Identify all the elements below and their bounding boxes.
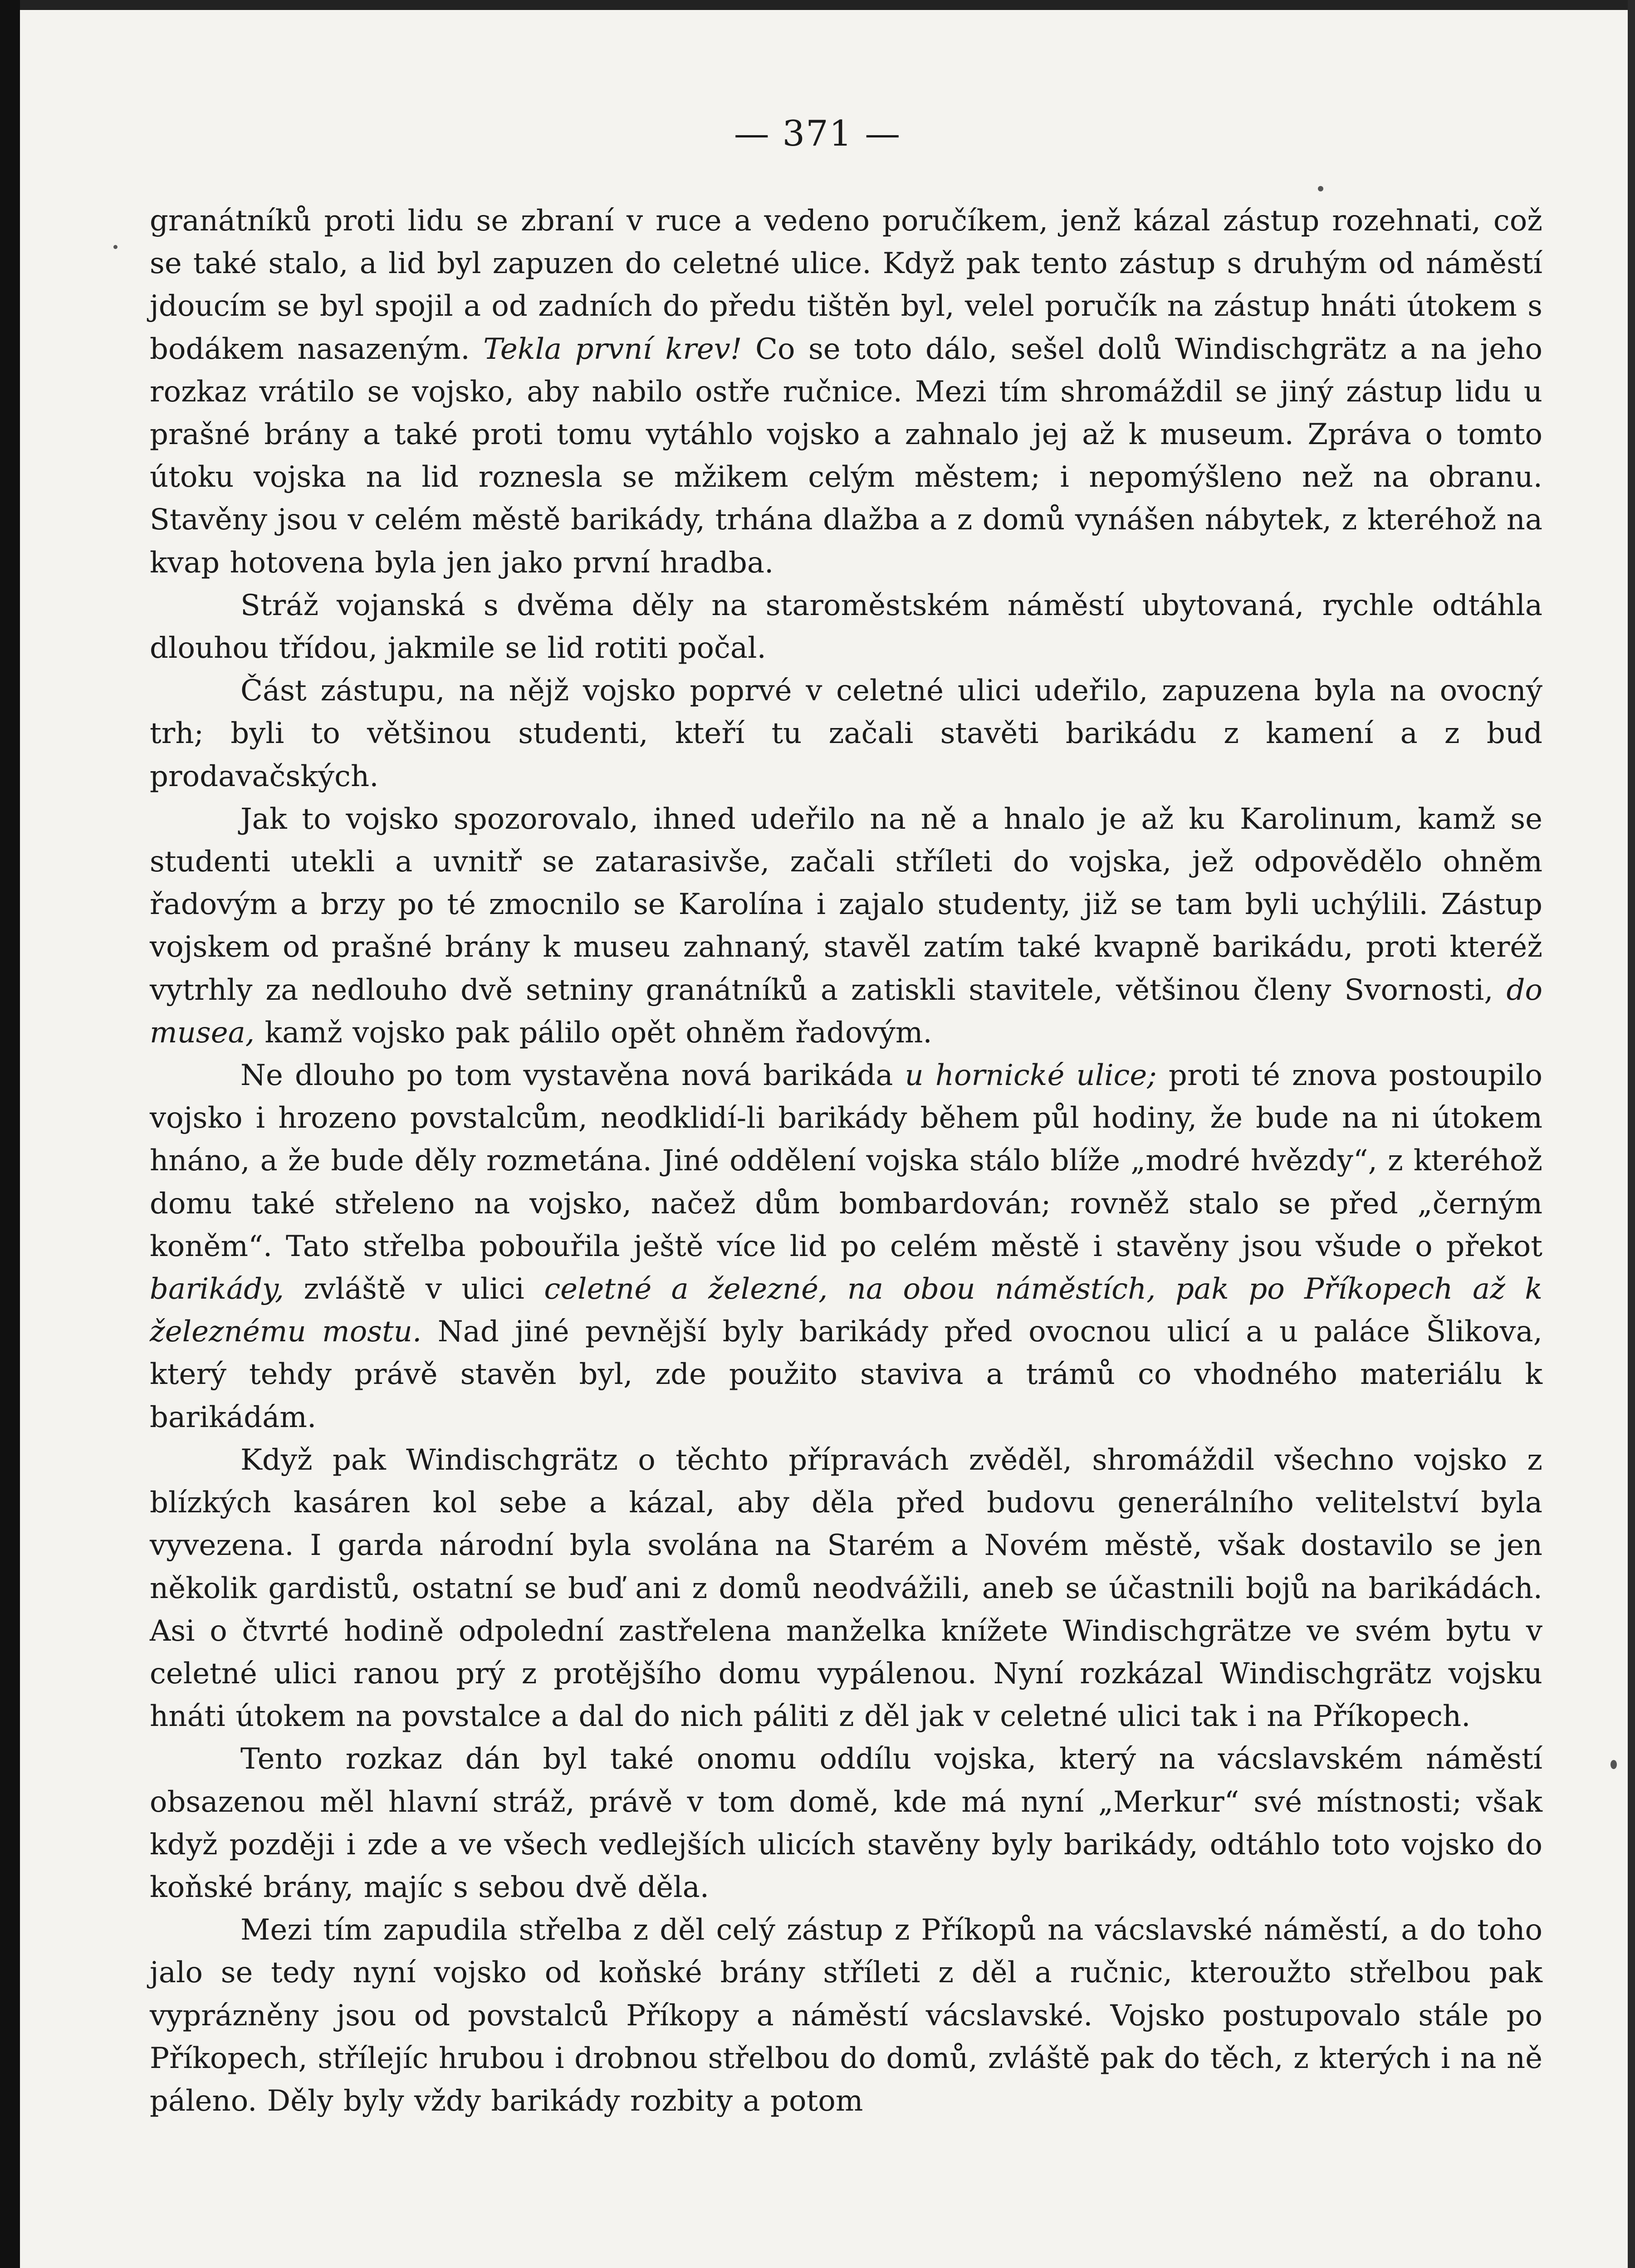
italic-run: u hornické ulice; xyxy=(905,1059,1157,1093)
ink-speck xyxy=(113,245,117,249)
paragraph-1 xyxy=(150,200,1542,584)
scan-edge-top xyxy=(0,0,1635,10)
text-run: kamž vojsko pak pálilo opět ohněm řadovým. xyxy=(255,1016,932,1050)
text-run: Část zástupu, na nějž vojsko poprvé v celetné ulici udeřilo, zapuzena byla na ovocný trh; byli to většinou studenti, kteří tu začali stavěti barikádu z kamení a z bud prodavačských. xyxy=(150,674,1542,793)
text-run: Ne dlouho po tom vystavěna nová barikáda xyxy=(240,1059,905,1093)
page-number: — 371 — xyxy=(734,113,901,154)
text-run: Mezi tím zapudila střelba z děl celý zástup z Příkopů na vácslavské náměstí, a do toho jalo se tedy nyní vojsko od koňské brány stříleti z děl a ručnic, kteroužto střelbou pak vyprázněny jsou od povstalců Příkopy a náměstí vácslavské. Vojsko postupovalo stále po Příkopech, střílejíc hrubou i drobnou střelbou do domů, zvláště pak do těch, z kterých i na ně páleno. Děly byly vždy barikády rozbity a potom xyxy=(150,1913,1542,2118)
body-text xyxy=(150,200,1542,2122)
text-run: Tento rozkaz dán byl také onomu oddílu vojska, který na vácslavském náměstí obsazenou měl hlavní stráž, právě v tom domě, kde má nyní „Merkur“ své místnosti; však když později i zde a ve všech vedlejších ulicích stavěny byly barikády, odtáhlo toto vojsko do koňské brány, majíc s sebou dvě děla. xyxy=(150,1742,1542,1904)
text-run: Nad jiné pevnější byly barikády před ovocnou ulicí a u paláce Šlikova, který tehdy právě stavěn byl, zde použito staviva a trámů co vhodného materiálu k barikádám. xyxy=(150,1315,1543,1434)
italic-run: do musea, xyxy=(150,973,1542,1050)
scan-edge-left xyxy=(0,0,20,2268)
paragraph-7 xyxy=(150,1738,1542,1909)
paragraph-6 xyxy=(150,1439,1542,1738)
text-run: zvláště v ulici xyxy=(284,1272,544,1306)
ink-speck xyxy=(1318,186,1323,191)
text-run: Stráž vojanská s dvěma děly na staroměstském náměstí ubytovaná, rychle odtáhla dlouhou třídou, jakmile se lid rotiti počal. xyxy=(150,588,1542,665)
paragraph-3 xyxy=(150,670,1542,798)
scan-edge-right xyxy=(1628,0,1635,2268)
text-run: granátníků proti lidu se zbraní v ruce a vedeno poručíkem, jenž kázal zástup rozehnati, což se také stalo, a lid byl zapuzen do celetné ulice. Když pak tento zástup s druhým od náměstí jdoucím se byl spojil a od zadních do předu tištěn byl, velel poručík na zástup hnáti útokem s bodákem nasazeným. xyxy=(150,204,1542,366)
text-run: Jak to vojsko spozorovalo, ihned udeřilo na ně a hnalo je až ku Karolinum, kamž se studenti utekli a uvnitř se zatarasivše, začali stříleti do vojska, jež odpovědělo ohněm řadovým a brzy po té zmocnilo se Karolína i zajalo studenty, již se tam byli uchýlili. Zástup vojskem od prašné brány k museu zahnaný, stavěl zatím také kvapně barikádu, proti kteréž vytrhly za nedlouho dvě setniny granátníků a zatiskli stavitele, většinou členy Svornosti, xyxy=(150,802,1542,1007)
text-run: Co se toto dálo, sešel dolů Windischgrätz a na jeho rozkaz vrátilo se vojsko, aby nabilo ostře ručnice. Mezi tím shromáždil se jiný zástup lidu u prašné brány a také proti tomu vytáhlo vojsko a zahnalo jej až k museum. Zpráva o tomto útoku vojska na lid roznesla se mžikem celým městem; i nepomýšleno než na obranu. Stavěny jsou v celém městě barikády, trhána dlažba a z domů vynášen nábytek, z kteréhož na kvap hotovena byla jen jako první hradba. xyxy=(150,332,1543,580)
paragraph-5 xyxy=(150,1054,1542,1439)
text-run: Když pak Windischgrätz o těchto přípravách zvěděl, shromáždil všechno vojsko z blízkých kasáren kol sebe a kázal, aby děla před budovu generálního velitelství byla vyvezena. I garda národní byla svolána na Starém a Novém městě, však dostavilo se jen několik gardistů, ostatní se buď ani z domů neodvážili, aneb se účastnili bojů na barikádách. Asi o čtvrté hodině odpolední zastřelena manželka knížete Windischgrätze ve svém bytu v celetné ulici ranou prý z protějšího domu vypálenou. Nyní rozkázal Windischgrätz vojsku hnáti útokem na povstalce a dal do nich páliti z děl jak v celetné ulici tak i na Příkopech. xyxy=(150,1443,1542,1734)
text-run: proti té znova postoupilo vojsko i hrozeno povstalcům, neodklidí-li barikády během půl hodiny, že bude na ni útokem hnáno, a že bude děly rozmetána. Jiné oddělení vojska stálo blíže „modré hvězdy“, z kteréhož domu také střeleno na vojsko, načež dům bombardován; rovněž stalo se před „černým koněm“. Tato střelba pobouřila ještě více lid po celém městě i stavěny jsou všude o překot xyxy=(150,1059,1543,1263)
paragraph-2 xyxy=(150,584,1542,670)
italic-run: barikády, xyxy=(150,1272,284,1306)
ink-speck xyxy=(1611,1760,1617,1769)
italic-run: celetné a železné, na obou náměstích, pak po Příkopech až k železnému mostu. xyxy=(150,1272,1543,1349)
paragraph-8 xyxy=(150,1909,1542,2122)
paragraph-4 xyxy=(150,798,1542,1054)
italic-run: Tekla první krev! xyxy=(483,332,742,366)
